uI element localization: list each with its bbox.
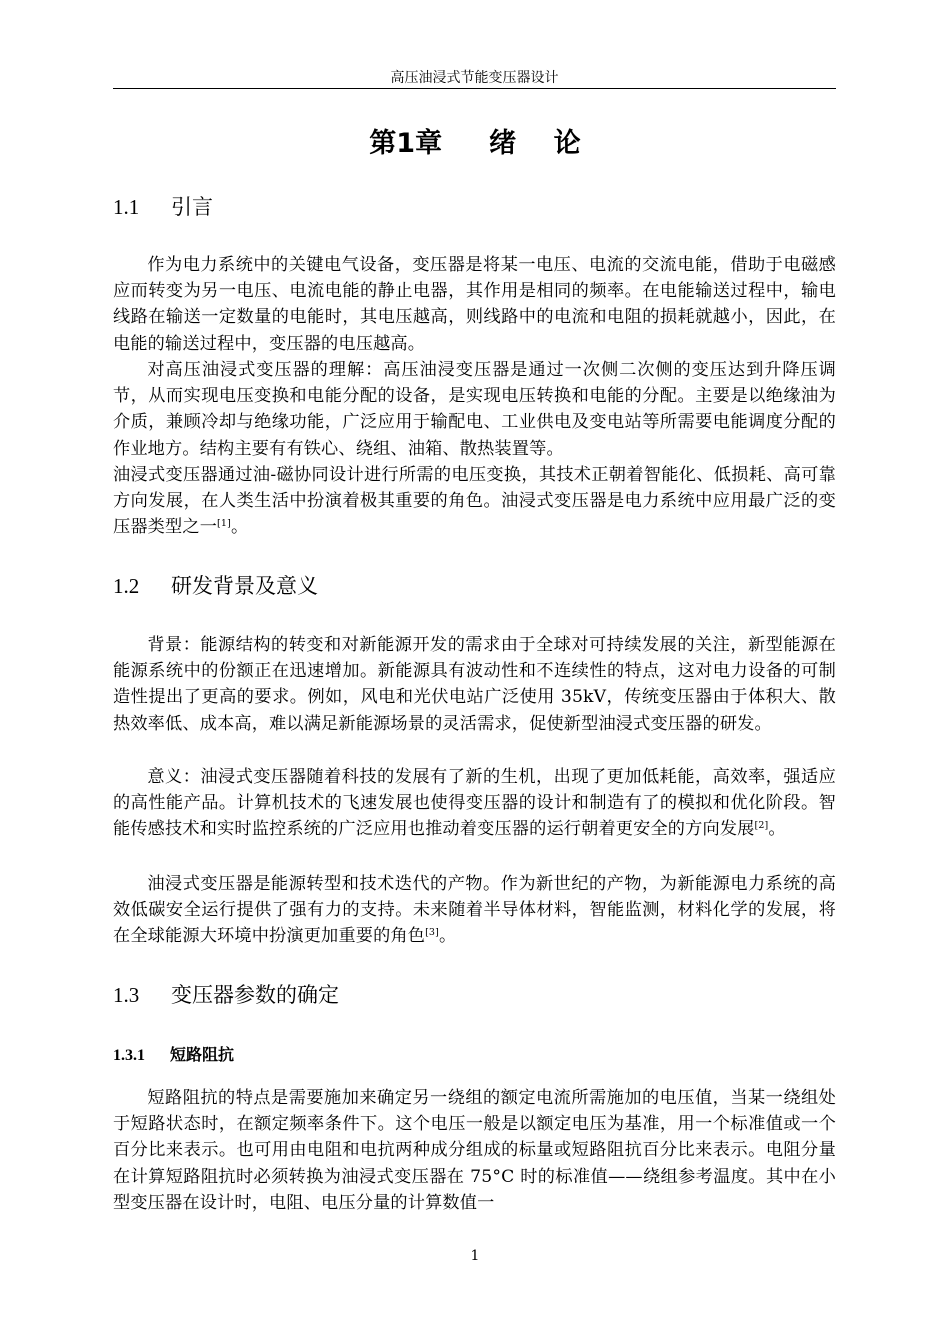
- page-number: 1: [470, 1248, 480, 1264]
- section-heading-1-3: [113, 980, 836, 1010]
- paragraph-intro-1: 作为电力系统中的关键电气设备，变压器是将某一电压、电流的交流电能，借助于电磁感应而转变为另一电压、电流电能的静止电器，其作用是相同的频率。在电能输送过程中，输电线路在输送一定数量的电能时，其电压越高，则线路中的电流和电阻的损耗就越小，因此，在电能的输送过程中，变压器的电压越高。: [113, 255, 836, 354]
- subsection-number: 1.3.1: [113, 1047, 145, 1064]
- paragraph-outlook: [113, 871, 836, 950]
- subsection-heading-1-3-1: [113, 1043, 836, 1068]
- paragraph-significance: [113, 764, 836, 843]
- citation-ref: [3]: [425, 927, 439, 939]
- section-heading-1-2: [113, 571, 836, 601]
- chapter-title: 第1章 绪 论: [369, 128, 581, 159]
- section-number: 1.3: [113, 983, 140, 1007]
- section-title: 研发背景及意义: [171, 574, 318, 598]
- paragraph-intro-2: 对高压油浸式变压器的理解：高压油浸变压器是通过一次侧二次侧的变压达到升降压调节，从而实现电压变换和电能分配的设备，是实现电压转换和电能的分配。主要是以绝缘油为介质，兼顾冷却与绝缘功能，广泛应用于输配电、工业供电及变电站等所需要电能调度分配的作业地方。结构主要有有铁心、绕组、油箱、散热装置等。: [113, 360, 836, 459]
- section-number: 1.1: [113, 195, 140, 219]
- section-number: 1.2: [113, 574, 140, 598]
- subsection-title: 短路阻抗: [170, 1045, 235, 1064]
- paragraph-text: 油浸式变压器是能源转型和技术迭代的产物。作为新世纪的产物，为新能源电力系统的高效低碳安全运行提供了强有力的支持。未来随着半导体材料，智能监测，材料化学的发展，将在全球能源大环境中扮演更加重要的角色: [113, 874, 836, 947]
- paragraph-text: 意义：油浸式变压器随着科技的发展有了新的生机，出现了更加低耗能，高效率，强适应的高性能产品。计算机技术的飞速发展也使得变压器的设计和制造有了的模拟和优化阶段。智能传感技术和实时监控系统的广泛应用也推动着变压器的运行朝着更安全的方向发展: [113, 767, 836, 840]
- section-title: 引言: [171, 195, 213, 219]
- running-header: 高压油浸式节能变压器设计: [390, 70, 559, 86]
- header-rule: [113, 88, 836, 89]
- citation-ref: [1]: [217, 518, 231, 530]
- paragraph-short-circuit-impedance: 短路阻抗的特点是需要施加来确定另一绕组的额定电流所需施加的电压值，当某一绕组处于短路状态时，在额定频率条件下。这个电压一般是以额定电压为基准，用一个标准值或一个百分比来表示。也可用由电阻和电抗两种成分组成的标量或短路阻抗百分比来表示。电阻分量在计算短路阻抗时必须转换为油浸式变压器在 75°C 时的标准值——绕组参考温度。其中在小型变压器在设计时，电阻、电压分量的计算数值一: [113, 1088, 836, 1213]
- section-title: 变压器参数的确定: [171, 983, 339, 1007]
- paragraph-intro-3: [113, 462, 836, 541]
- paragraph-end: 。: [230, 517, 249, 538]
- paragraph-text: 油浸式变压器通过油-磁协同设计进行所需的电压变换，其技术正朝着智能化、低损耗、高可靠方向发展，在人类生活中扮演着极其重要的角色。油浸式变压器是电力系统中应用最广泛的变压器类型之一: [113, 465, 836, 538]
- citation-ref: [2]: [754, 820, 769, 832]
- paragraph-background: 背景：能源结构的转变和对新能源开发的需求由于全球对可持续发展的关注，新型能源在能源系统中的份额正在迅速增加。新能源具有波动性和不连续性的特点，这对电力设备的可制造性提出了更高的要求。例如，风电和光伏电站广泛使用 35kV，传统变压器由于体积大、散热效率低、成本高，难以满足新能源场景的灵活需求，促使新型油浸式变压器的研发。: [113, 635, 836, 734]
- paragraph-end: 。: [768, 819, 786, 840]
- section-heading-1-1: [113, 192, 836, 222]
- paragraph-end: 。: [439, 926, 457, 947]
